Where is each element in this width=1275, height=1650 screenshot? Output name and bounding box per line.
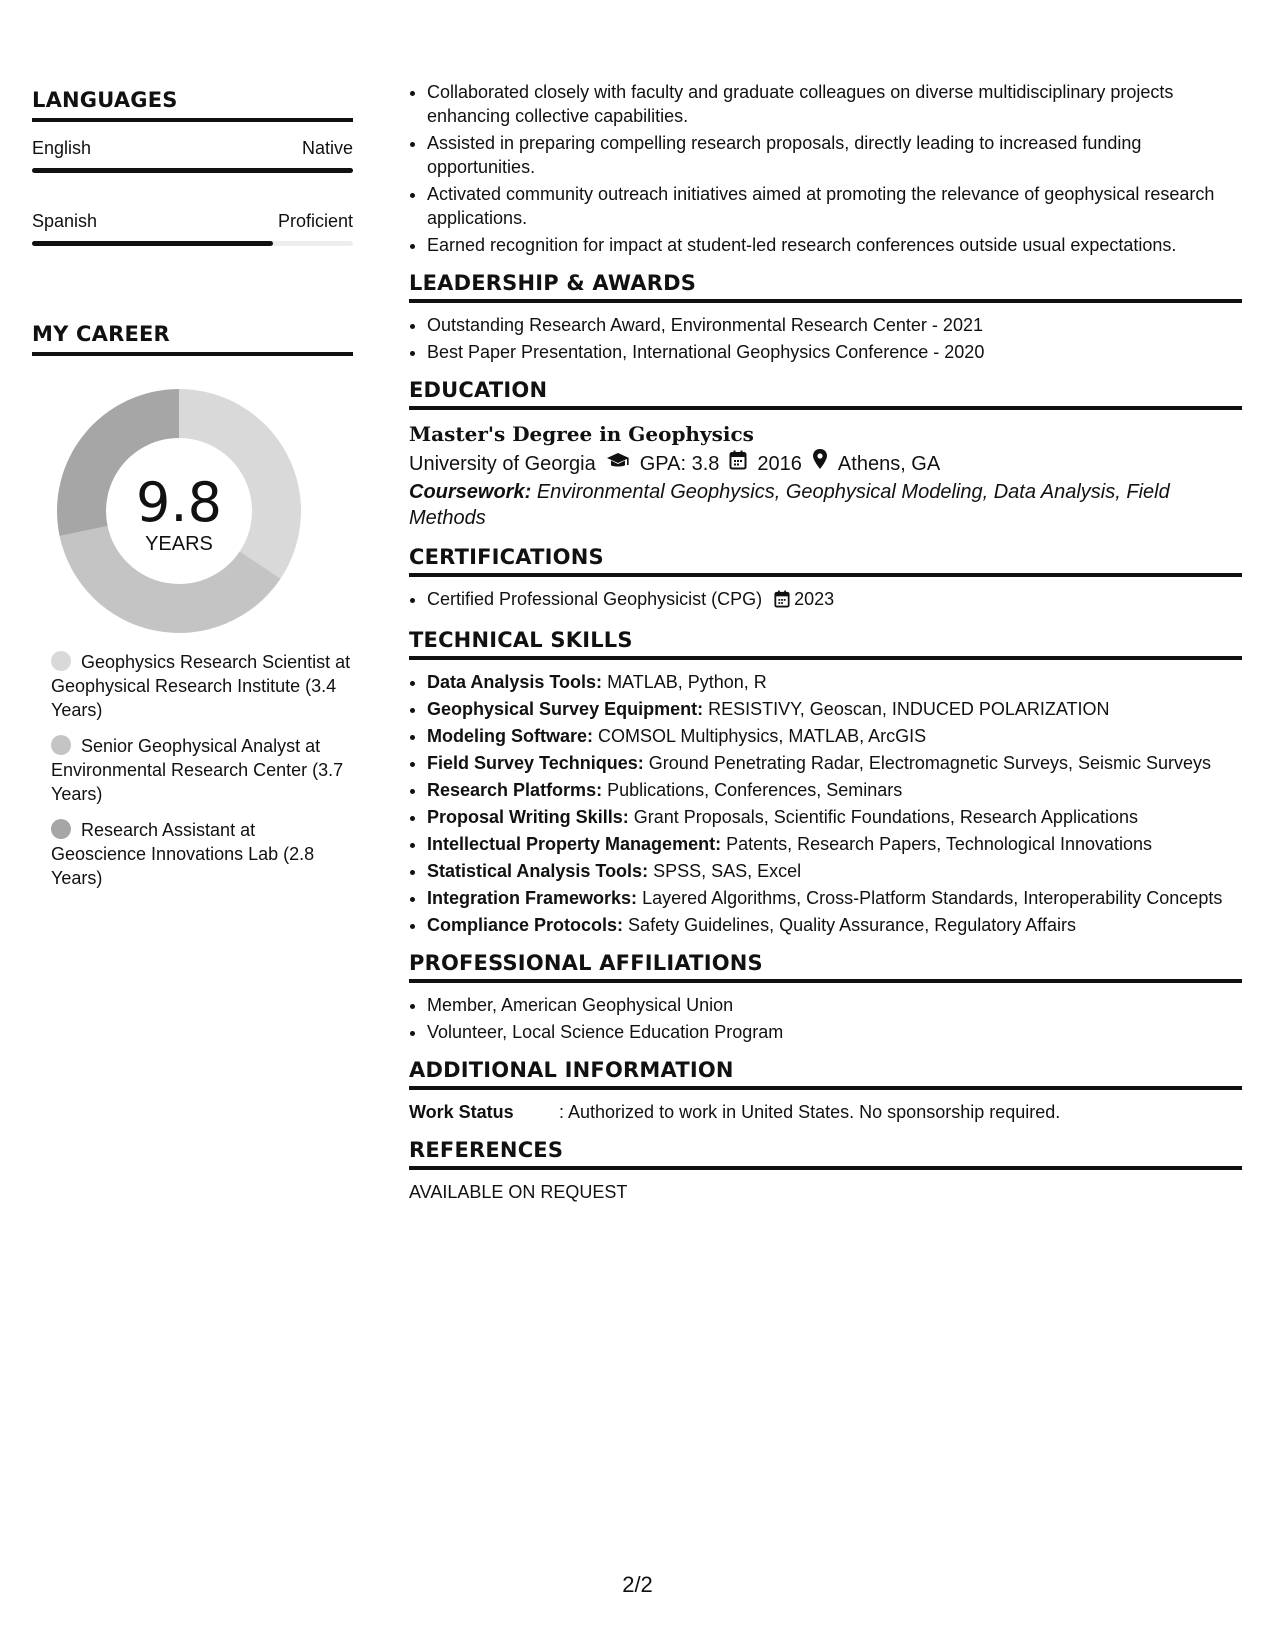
skill-item	[427, 832, 1242, 856]
certification-item	[427, 587, 1242, 614]
main-column	[409, 80, 1242, 1204]
skills-list	[409, 670, 1242, 937]
career-total-unit: YEARS	[145, 532, 213, 555]
skill-name: Integration Frameworks:	[427, 888, 638, 908]
language-level: Native	[301, 138, 353, 158]
legend-swatch	[51, 819, 71, 839]
languages-heading: LANGUAGES	[32, 88, 353, 122]
education-meta	[409, 448, 1242, 479]
education-year: 2016	[757, 452, 802, 475]
skill-name: Intellectual Property Management:	[427, 834, 722, 854]
legend-label: Research Assistant at Geoscience Innovations Lab (2.8 Years)	[51, 820, 315, 888]
skill-name: Research Platforms:	[427, 780, 603, 800]
skill-value: Grant Proposals, Scientific Foundations, Research Applications	[633, 807, 1138, 827]
skill-value: RESISTIVY, Geoscan, INDUCED POLARIZATION	[708, 699, 1110, 719]
education-entry	[409, 420, 1242, 531]
education-location: Athens, GA	[837, 452, 941, 475]
sidebar	[32, 88, 353, 902]
skill-value: Safety Guidelines, Quality Assurance, Regulatory Affairs	[628, 915, 1076, 935]
education-heading: EDUCATION	[409, 378, 1242, 410]
coursework-label: Coursework:	[409, 481, 532, 503]
skill-item	[427, 805, 1242, 829]
language-proficiency-fill	[32, 168, 353, 173]
language-proficiency-bar	[32, 168, 353, 173]
education-coursework	[409, 479, 1242, 531]
references-heading: REFERENCES	[409, 1138, 1242, 1170]
skill-item	[427, 886, 1242, 910]
work-status-row	[409, 1100, 1242, 1124]
legend-item	[51, 818, 353, 890]
certifications-heading: CERTIFICATIONS	[409, 545, 1242, 577]
career-legend	[32, 650, 353, 890]
skill-value: Layered Algorithms, Cross-Platform Standards, Interoperability Concepts	[642, 888, 1223, 908]
language-level: Proficient	[277, 211, 353, 231]
education-gpa: GPA: 3.8	[639, 452, 720, 475]
award-item: • Best Paper Presentation, International Geophysics Conference - 2020	[427, 340, 1242, 364]
awards-heading: LEADERSHIP & AWARDS	[409, 271, 1242, 303]
skill-value: MATLAB, Python, R	[607, 672, 767, 692]
career-total-years: 9.8	[136, 470, 222, 534]
calendar-icon	[774, 590, 790, 614]
skill-value: Ground Penetrating Radar, Electromagnetic Surveys, Seismic Surveys	[648, 753, 1212, 773]
affiliation-item: • Volunteer, Local Science Education Program	[427, 1020, 1242, 1044]
skill-name: Data Analysis Tools:	[427, 672, 603, 692]
skill-value: COMSOL Multiphysics, MATLAB, ArcGIS	[598, 726, 927, 746]
skill-name: Modeling Software:	[427, 726, 593, 746]
affiliations-heading: PROFESSIONAL AFFILIATIONS	[409, 951, 1242, 983]
languages-list	[32, 136, 353, 246]
experience-bullet: • Collaborated closely with faculty and graduate colleagues on diverse multidisciplinary projects enhancing collective capabilities.	[427, 80, 1242, 128]
career-heading: MY CAREER	[32, 322, 353, 356]
affiliations-list	[409, 993, 1242, 1044]
references-text: AVAILABLE ON REQUEST	[409, 1182, 628, 1202]
legend-swatch	[51, 735, 71, 755]
languages-section	[32, 88, 353, 246]
map-pin-icon	[812, 448, 828, 479]
page-number: 2/2	[622, 1572, 653, 1597]
legend-item	[51, 734, 353, 806]
skill-item	[427, 697, 1242, 721]
experience-bullet: • Assisted in preparing compelling research proposals, directly leading to increased funding opportunities.	[427, 131, 1242, 179]
skill-value: SPSS, SAS, Excel	[653, 861, 802, 881]
skill-name: Proposal Writing Skills:	[427, 807, 629, 827]
graduation-cap-icon	[606, 449, 630, 479]
skill-name: Geophysical Survey Equipment:	[427, 699, 704, 719]
work-status-value: : Authorized to work in United States. No sponsorship required.	[559, 1102, 1061, 1122]
career-section	[32, 322, 353, 890]
skill-name: Statistical Analysis Tools:	[427, 861, 649, 881]
affiliation-item: • Member, American Geophysical Union	[427, 993, 1242, 1017]
legend-label: Senior Geophysical Analyst at Environmental Research Center (3.7 Years)	[51, 736, 344, 804]
certification-name: Certified Professional Geophysicist (CPG)	[427, 589, 763, 609]
coursework-text: Environmental Geophysics, Geophysical Modeling, Data Analysis, Field Methods	[409, 481, 1170, 529]
experience-bullets	[409, 80, 1242, 257]
career-donut-chart	[32, 376, 353, 648]
skill-name: Field Survey Techniques:	[427, 753, 644, 773]
skill-item	[427, 670, 1242, 694]
awards-list	[409, 313, 1242, 364]
language-item	[32, 209, 353, 246]
donut-center	[56, 388, 302, 634]
education-degree: Master's Degree in Geophysics	[409, 422, 754, 446]
skill-item	[427, 751, 1242, 775]
legend-label: Geophysics Research Scientist at Geophysical Research Institute (3.4 Years)	[51, 652, 351, 720]
language-proficiency-fill	[32, 241, 273, 246]
skill-item	[427, 778, 1242, 802]
education-school: University of Georgia	[409, 452, 596, 475]
certifications-list	[409, 587, 1242, 614]
skill-value: Patents, Research Papers, Technological Innovations	[726, 834, 1153, 854]
work-status-label: Work Status	[409, 1102, 514, 1122]
calendar-icon	[729, 449, 747, 479]
language-name: English	[32, 138, 92, 158]
skill-item	[427, 913, 1242, 937]
experience-bullet: • Earned recognition for impact at student-led research conferences outside usual expectations.	[427, 233, 1242, 257]
skill-value: Publications, Conferences, Seminars	[607, 780, 903, 800]
skill-item	[427, 859, 1242, 883]
language-proficiency-bar	[32, 241, 353, 246]
additional-info-heading: ADDITIONAL INFORMATION	[409, 1058, 1242, 1090]
award-item: • Outstanding Research Award, Environmental Research Center - 2021	[427, 313, 1242, 337]
skills-heading: TECHNICAL SKILLS	[409, 628, 1242, 660]
skill-name: Compliance Protocols:	[427, 915, 624, 935]
legend-item	[51, 650, 353, 722]
experience-bullet: • Activated community outreach initiatives aimed at promoting the relevance of geophysical research applications.	[427, 182, 1242, 230]
skill-item	[427, 724, 1242, 748]
legend-swatch	[51, 651, 71, 671]
certification-year: 2023	[794, 589, 835, 609]
language-item	[32, 136, 353, 173]
language-name: Spanish	[32, 211, 98, 231]
